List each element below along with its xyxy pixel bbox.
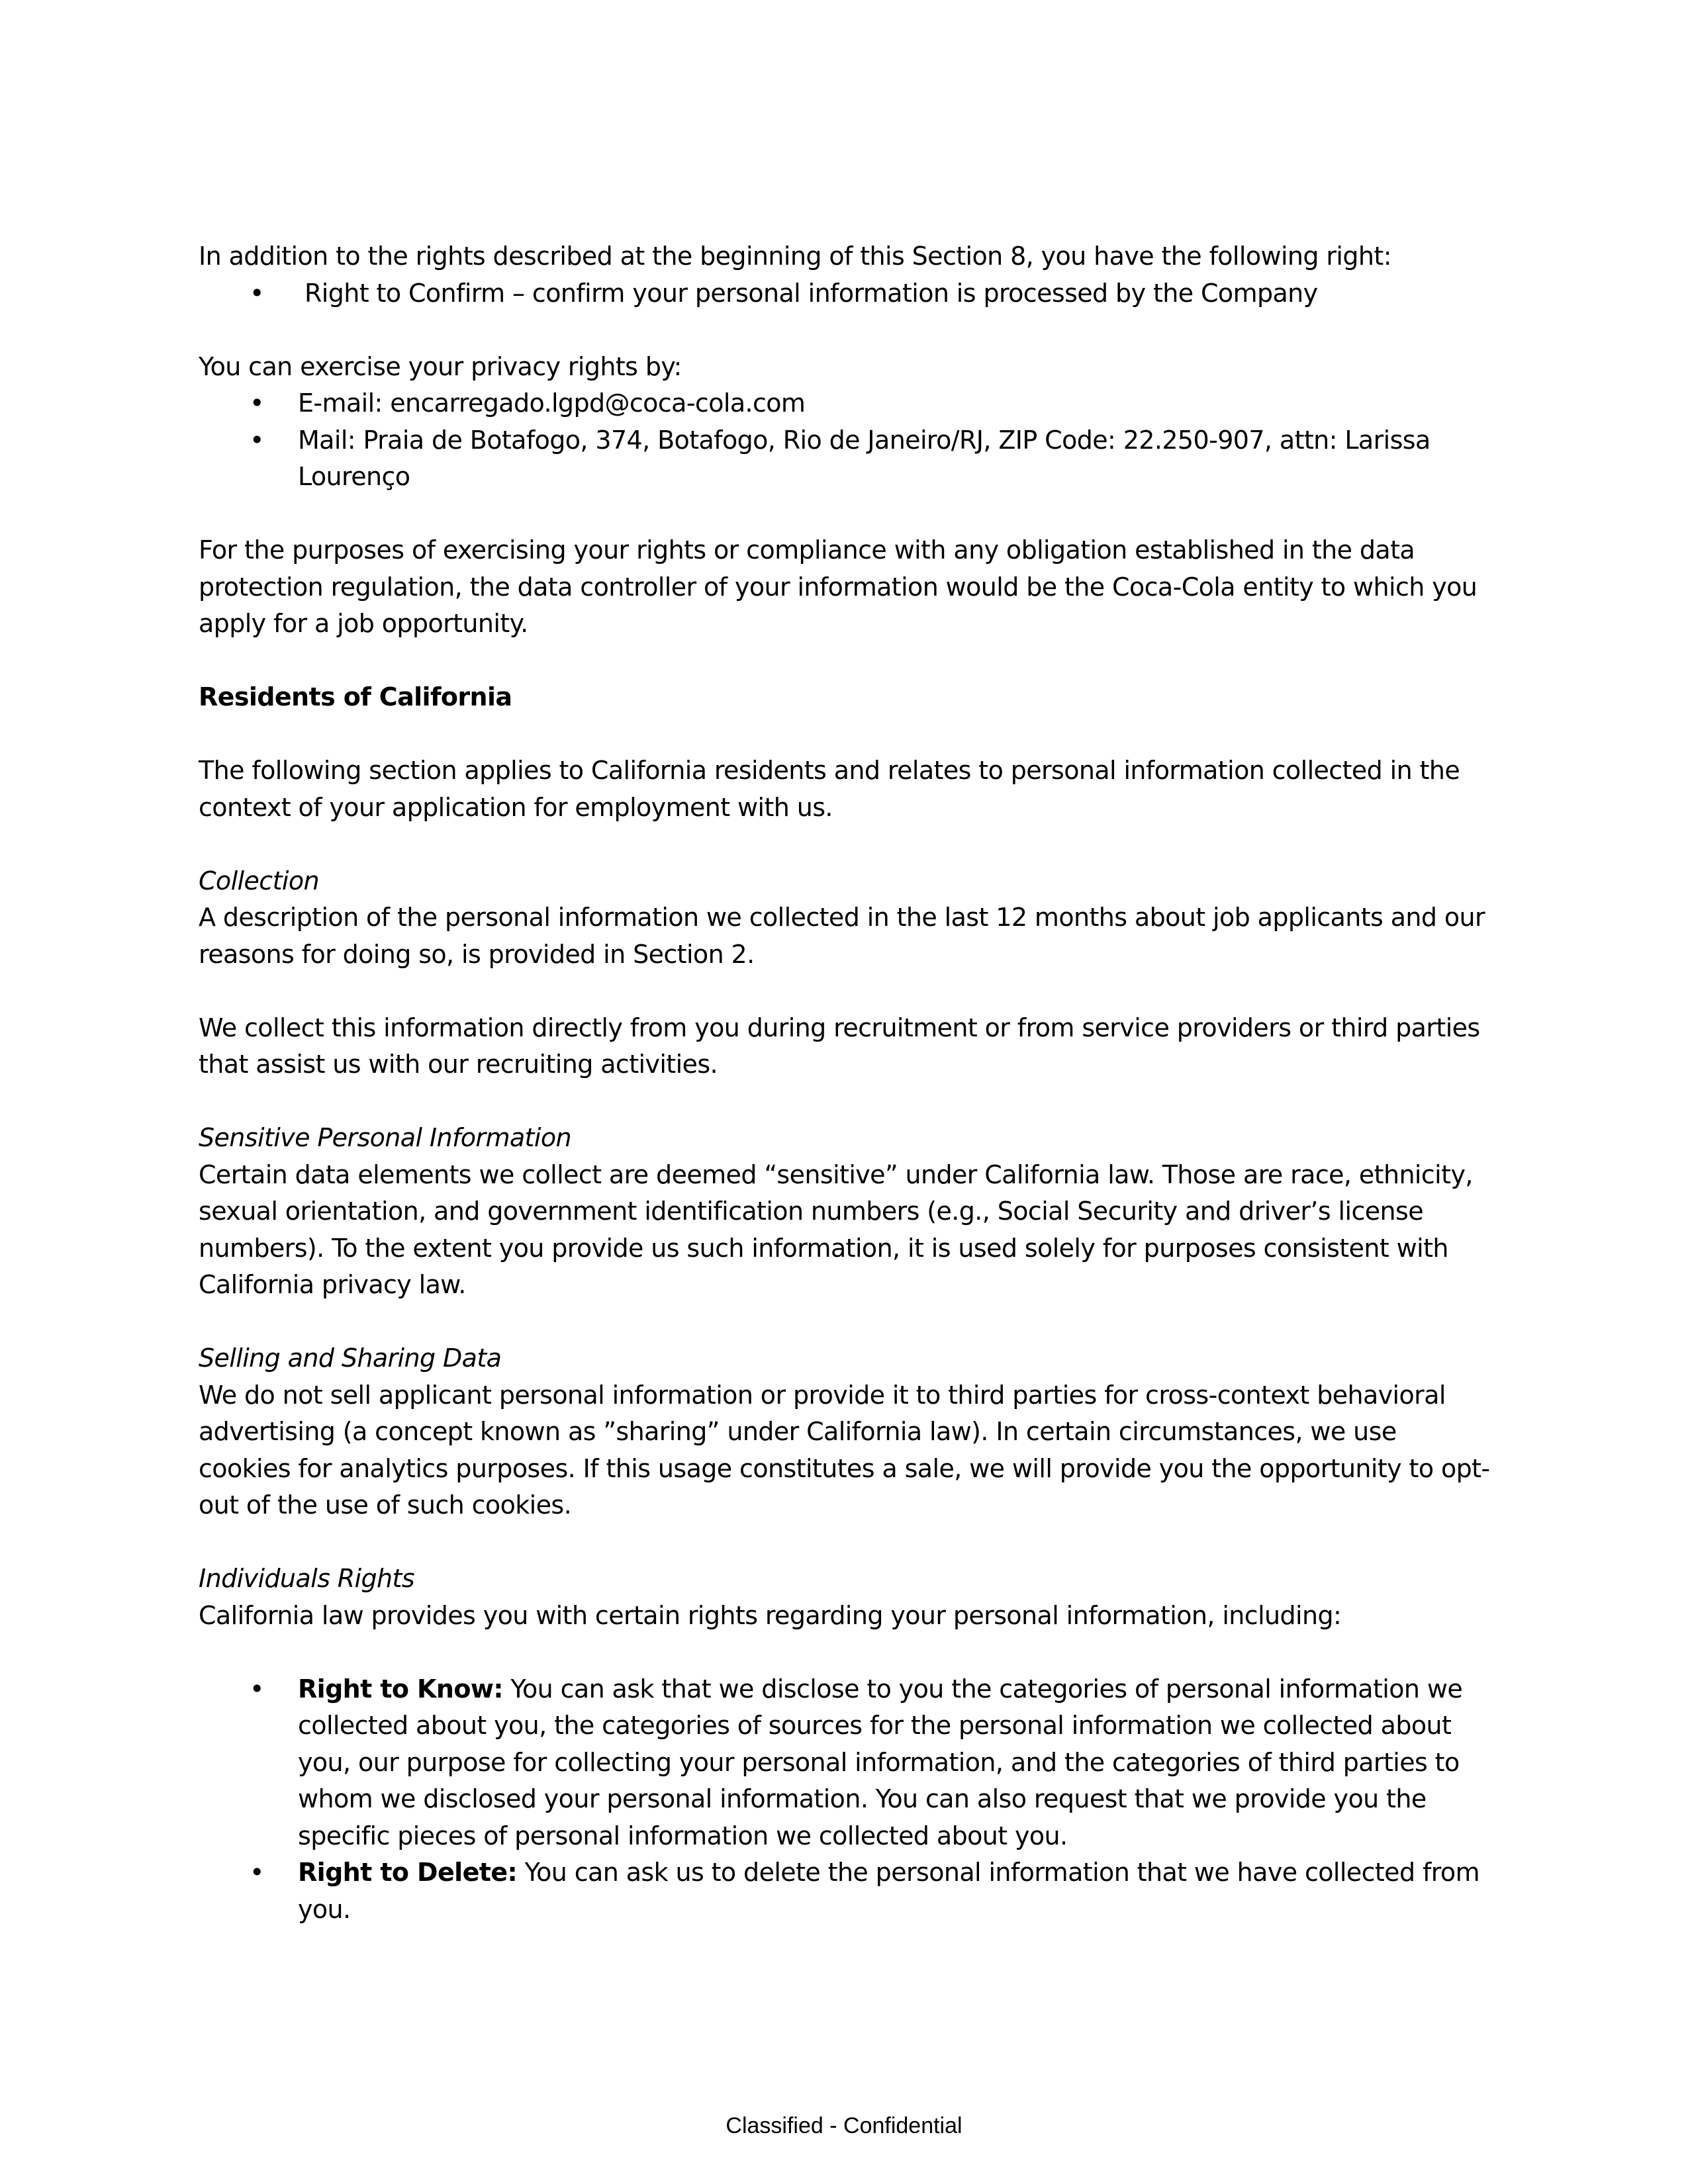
intro-rights-list — [199, 275, 1496, 312]
subheading-individual-rights: Individuals Rights — [199, 1564, 415, 1593]
subheading-collection: Collection — [199, 866, 319, 895]
subheading-selling: Selling and Sharing Data — [199, 1343, 502, 1373]
right-label: Right to Know: — [298, 1674, 503, 1704]
collection-paragraph-2: We collect this information directly from you during recruitment or from service providers or third parties that assist us with our recruiting activities. — [199, 1013, 1480, 1079]
list-item-right-to-delete — [199, 1854, 1496, 1928]
collection-paragraph-1: A description of the personal information we collected in the last 12 months about job applicants and our reasons for doing so, is provided in Section 2. — [199, 903, 1485, 969]
california-intro: The following section applies to California residents and relates to personal information collected in the context of your application for employment with us. — [199, 756, 1460, 822]
subheading-sensitive: Sensitive Personal Information — [199, 1123, 571, 1152]
exercise-lead: You can exercise your privacy rights by: — [199, 351, 682, 381]
list-item-mail: • Mail: Praia de Botafogo, 374, Botafogo, Rio de Janeiro/RJ, ZIP Code: 22.250-907, attn: Larissa Lourenço — [199, 422, 1496, 496]
list-item-email: • E-mail: encarregado.lgpd@coca-cola.com — [199, 385, 1496, 422]
sensitive-paragraph: Certain data elements we collect are deemed “sensitive” under California law. Those are race, ethnicity, sexual orientation, and government identification numbers (e.g., Social Security and driver’s license numbers). To the extent you provide us such information, it is used solely for purposes consistent with California privacy law. — [199, 1160, 1473, 1299]
list-item-right-to-know — [199, 1671, 1496, 1855]
controller-paragraph: For the purposes of exercising your rights or compliance with any obligation established in the data protection regulation, the data controller of your information would be the Coca-Cola entity to which you apply for a job opportunity. — [199, 535, 1477, 638]
rights-lead: California law provides you with certain rights regarding your personal information, including: — [199, 1600, 1342, 1630]
right-text: You can ask that we disclose to you the categories of personal information we collected about you, the categories of sources for the personal information we collected about you, our purpose for collecting your personal information, and the categories of third parties to whom we disclosed your personal information. You can also request that we provide you the specific pieces of personal information we collected about you. — [298, 1674, 1463, 1850]
document-body — [199, 238, 1496, 1928]
list-item: • Right to Confirm – confirm your personal information is processed by the Company — [199, 275, 1496, 312]
section-heading-california: Residents of California — [199, 682, 512, 711]
footer-classification: Classified - Confidential — [726, 2113, 962, 2138]
intro-rights-lead: In addition to the rights described at the beginning of this Section 8, you have the following right: — [199, 242, 1391, 271]
rights-list — [199, 1671, 1496, 1929]
right-text: You can ask us to delete the personal information that we have collected from you. — [298, 1858, 1479, 1924]
right-label: Right to Delete: — [298, 1858, 518, 1887]
selling-paragraph: We do not sell applicant personal information or provide it to third parties for cross-context behavioral advertising (a concept known as ”sharing” under California law). In certain circumstances, we use cookies for analytics purposes. If this usage constitutes a sale, we will provide you the opportunity to opt-out of the use of such cookies. — [199, 1380, 1490, 1520]
exercise-list — [199, 385, 1496, 496]
